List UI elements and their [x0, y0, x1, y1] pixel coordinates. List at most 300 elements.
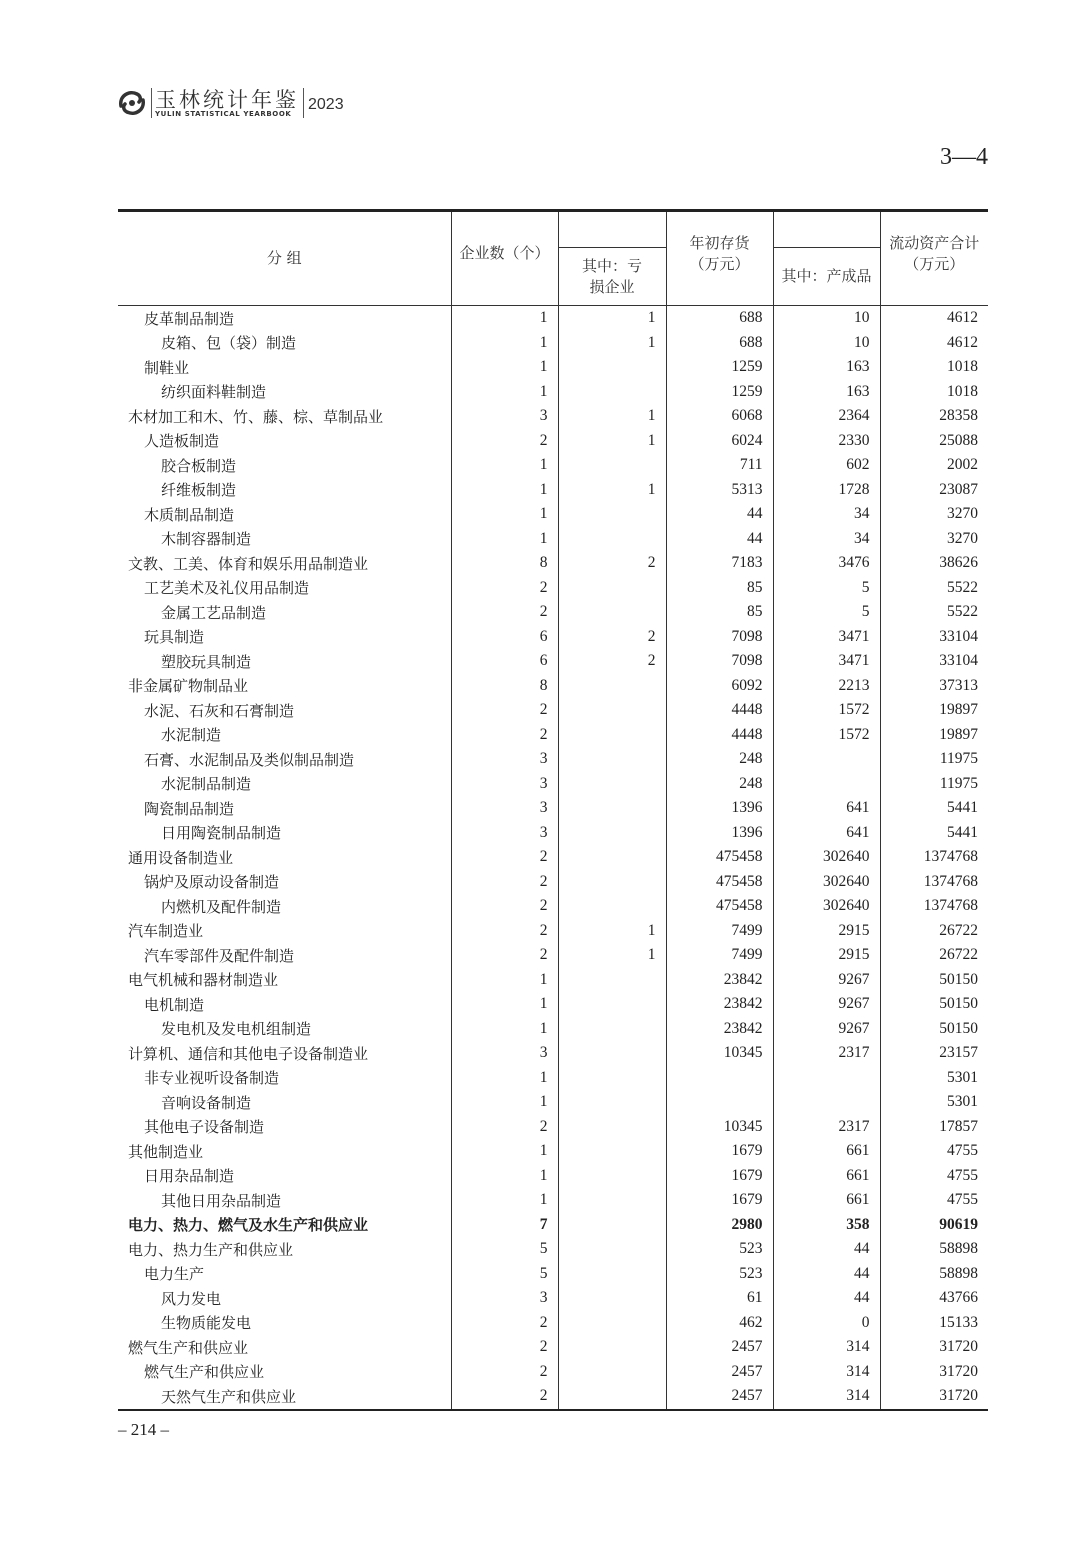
- table-row: [118, 723, 988, 748]
- inventory-value: 7098: [666, 649, 773, 674]
- finished-goods-value: 163: [773, 355, 880, 380]
- table-row: [118, 821, 988, 846]
- inventory-value: 475458: [666, 870, 773, 895]
- enterprise-count: 8: [451, 551, 558, 576]
- row-label: 皮革制品制造: [144, 309, 235, 328]
- finished-goods-value: 302640: [773, 894, 880, 919]
- inventory-value: 6068: [666, 404, 773, 429]
- finished-goods-value: 358: [773, 1213, 880, 1238]
- current-assets-value: 1374768: [880, 845, 988, 870]
- loss-count: [558, 747, 666, 772]
- enterprise-count: 3: [451, 1286, 558, 1311]
- enterprise-count: 2: [451, 1115, 558, 1140]
- loss-count: [558, 1237, 666, 1262]
- finished-goods-value: 9267: [773, 992, 880, 1017]
- row-label: 日用杂品制造: [144, 1167, 235, 1186]
- row-label: 天然气生产和供应业: [118, 1384, 451, 1410]
- table-row: [118, 845, 988, 870]
- row-label: 燃气生产和供应业: [128, 1338, 249, 1357]
- table-row: [118, 1041, 988, 1066]
- loss-count: [558, 1115, 666, 1140]
- current-assets-value: 11975: [880, 747, 988, 772]
- current-assets-value: 5441: [880, 796, 988, 821]
- loss-count: 2: [558, 551, 666, 576]
- inventory-value: 23842: [666, 1017, 773, 1042]
- finished-goods-value: 1572: [773, 698, 880, 723]
- loss-count: 1: [558, 919, 666, 944]
- loss-count: 1: [558, 404, 666, 429]
- inventory-value: [666, 1066, 773, 1091]
- current-assets-value: 5522: [880, 576, 988, 601]
- finished-goods-value: 10: [773, 331, 880, 356]
- finished-goods-value: 9267: [773, 968, 880, 993]
- enterprise-count: 2: [451, 919, 558, 944]
- table-row: [118, 1017, 988, 1042]
- row-label: 陶瓷制品制造: [144, 799, 235, 818]
- enterprise-count: 1: [451, 968, 558, 993]
- current-assets-value: 23157: [880, 1041, 988, 1066]
- enterprise-count: 5: [451, 1237, 558, 1262]
- enterprise-count: 1: [451, 992, 558, 1017]
- inventory-value: 10345: [666, 1115, 773, 1140]
- enterprise-count: 5: [451, 1262, 558, 1287]
- table-row: [118, 1066, 988, 1091]
- finished-goods-value: [773, 1090, 880, 1115]
- loss-count: [558, 1164, 666, 1189]
- table-row: [118, 551, 988, 576]
- inventory-value: [666, 1090, 773, 1115]
- row-label: 汽车零部件及配件制造: [144, 946, 295, 965]
- row-label: 胶合板制造: [161, 456, 237, 475]
- table-row: [118, 404, 988, 429]
- row-label: 其他日用杂品制造: [161, 1191, 282, 1210]
- enterprise-count: 1: [451, 453, 558, 478]
- row-label: 皮箱、包（袋）制造: [161, 334, 297, 353]
- enterprise-count: 2: [451, 1360, 558, 1385]
- finished-goods-value: 314: [773, 1384, 880, 1410]
- enterprise-count: 2: [451, 1311, 558, 1336]
- table-row: [118, 453, 988, 478]
- loss-count: [558, 502, 666, 527]
- inventory-value: 7098: [666, 625, 773, 650]
- loss-count: [558, 453, 666, 478]
- finished-goods-value: 44: [773, 1262, 880, 1287]
- finished-goods-value: 5: [773, 576, 880, 601]
- inventory-value: 1679: [666, 1188, 773, 1213]
- current-assets-value: 31720: [880, 1360, 988, 1385]
- loss-count: [558, 1066, 666, 1091]
- inventory-value: 1679: [666, 1139, 773, 1164]
- finished-goods-value: 3471: [773, 625, 880, 650]
- inventory-value: 248: [666, 747, 773, 772]
- enterprise-count: 2: [451, 943, 558, 968]
- table-row: [118, 1139, 988, 1164]
- finished-goods-value: 2364: [773, 404, 880, 429]
- row-label: 纤维板制造: [161, 481, 237, 500]
- row-label: 金属工艺品制造: [161, 603, 267, 622]
- loss-count: [558, 845, 666, 870]
- enterprise-count: 3: [451, 796, 558, 821]
- current-assets-value: 4612: [880, 331, 988, 356]
- row-label: 电力、热力、燃气及水生产和供应业: [128, 1216, 369, 1235]
- column-header-inventory: 年初存货（万元）: [666, 211, 773, 306]
- inventory-value: 248: [666, 772, 773, 797]
- inventory-value: 6024: [666, 429, 773, 454]
- finished-goods-value: 163: [773, 380, 880, 405]
- row-label: 非金属矿物制品业: [128, 677, 249, 696]
- loss-count: [558, 355, 666, 380]
- finished-goods-value: 314: [773, 1335, 880, 1360]
- finished-goods-value: [773, 772, 880, 797]
- current-assets-value: 1018: [880, 380, 988, 405]
- table-row: [118, 992, 988, 1017]
- table-row: [118, 1286, 988, 1311]
- enterprise-count: 7: [451, 1213, 558, 1238]
- inventory-value: 462: [666, 1311, 773, 1336]
- finished-goods-value: 2317: [773, 1041, 880, 1066]
- enterprise-count: 3: [451, 821, 558, 846]
- inventory-value: 44: [666, 502, 773, 527]
- enterprise-count: 1: [451, 1066, 558, 1091]
- inventory-value: 475458: [666, 845, 773, 870]
- table-row: [118, 1188, 988, 1213]
- row-label: 石膏、水泥制品及类似制品制造: [144, 750, 355, 769]
- table-row: [118, 1164, 988, 1189]
- current-assets-value: 50150: [880, 968, 988, 993]
- table-row: [118, 674, 988, 699]
- enterprise-count: 1: [451, 1188, 558, 1213]
- inventory-value: 4448: [666, 723, 773, 748]
- enterprise-count: 1: [451, 1139, 558, 1164]
- loss-count: [558, 1213, 666, 1238]
- current-assets-value: 1018: [880, 355, 988, 380]
- table-row: [118, 1115, 988, 1140]
- enterprise-count: 1: [451, 527, 558, 552]
- page-number: – 214 –: [118, 1420, 169, 1439]
- table-row: [118, 894, 988, 919]
- row-label: 水泥制品制造: [161, 775, 252, 794]
- table-row: [118, 576, 988, 601]
- row-label: 计算机、通信和其他电子设备制造业: [128, 1044, 369, 1063]
- finished-goods-value: 661: [773, 1188, 880, 1213]
- enterprise-count: 1: [451, 1164, 558, 1189]
- finished-goods-value: 302640: [773, 845, 880, 870]
- row-label: 木材加工和木、竹、藤、棕、草制品业: [128, 407, 384, 426]
- current-assets-value: 5522: [880, 600, 988, 625]
- loss-count: 2: [558, 649, 666, 674]
- row-label: 燃气生产和供应业: [144, 1363, 265, 1382]
- loss-count: 1: [558, 331, 666, 356]
- enterprise-count: 8: [451, 674, 558, 699]
- row-label: 电力、热力生产和供应业: [128, 1240, 294, 1259]
- inventory-value: 711: [666, 453, 773, 478]
- loss-count: [558, 674, 666, 699]
- current-assets-value: 19897: [880, 698, 988, 723]
- enterprise-count: 2: [451, 1384, 558, 1410]
- yearbook-logo-icon: [115, 86, 149, 120]
- row-label: 汽车制造业: [128, 922, 204, 941]
- inventory-value: 4448: [666, 698, 773, 723]
- loss-count: [558, 527, 666, 552]
- loss-count: [558, 723, 666, 748]
- finished-goods-value: 602: [773, 453, 880, 478]
- finished-goods-value: 44: [773, 1286, 880, 1311]
- inventory-value: 10345: [666, 1041, 773, 1066]
- current-assets-value: 3270: [880, 502, 988, 527]
- enterprise-count: 2: [451, 894, 558, 919]
- enterprise-count: 1: [451, 502, 558, 527]
- loss-count: [558, 992, 666, 1017]
- inventory-value: 44: [666, 527, 773, 552]
- enterprise-count: 6: [451, 649, 558, 674]
- table-row: [118, 306, 988, 331]
- current-assets-value: 1374768: [880, 870, 988, 895]
- statistics-table: [118, 209, 988, 1411]
- table-row: [118, 649, 988, 674]
- enterprise-count: 3: [451, 772, 558, 797]
- table-row: [118, 600, 988, 625]
- row-label: 日用陶瓷制品制造: [161, 824, 282, 843]
- current-assets-value: 28358: [880, 404, 988, 429]
- table-row: [118, 625, 988, 650]
- current-assets-value: 33104: [880, 649, 988, 674]
- current-assets-value: 4755: [880, 1164, 988, 1189]
- inventory-value: 475458: [666, 894, 773, 919]
- loss-count: [558, 796, 666, 821]
- row-label: 非专业视听设备制造: [144, 1069, 280, 1088]
- row-label: 木质制品制造: [144, 505, 235, 524]
- finished-goods-value: 2317: [773, 1115, 880, 1140]
- loss-count: [558, 1262, 666, 1287]
- current-assets-value: 3270: [880, 527, 988, 552]
- current-assets-value: 38626: [880, 551, 988, 576]
- current-assets-value: 15133: [880, 1311, 988, 1336]
- enterprise-count: 1: [451, 478, 558, 503]
- enterprise-count: 2: [451, 600, 558, 625]
- column-header-group: 分 组: [118, 211, 451, 306]
- table-row: [118, 1213, 988, 1238]
- row-label: 内燃机及配件制造: [161, 897, 282, 916]
- loss-count: [558, 894, 666, 919]
- current-assets-value: 2002: [880, 453, 988, 478]
- loss-count: [558, 698, 666, 723]
- row-label: 水泥制造: [161, 726, 222, 745]
- current-assets-value: 26722: [880, 943, 988, 968]
- enterprise-count: 1: [451, 306, 558, 331]
- inventory-value: 61: [666, 1286, 773, 1311]
- loss-count: 1: [558, 429, 666, 454]
- loss-count: [558, 1188, 666, 1213]
- inventory-value: 2457: [666, 1335, 773, 1360]
- row-label: 发电机及发电机组制造: [161, 1020, 312, 1039]
- finished-goods-value: 34: [773, 502, 880, 527]
- current-assets-value: 11975: [880, 772, 988, 797]
- current-assets-value: 26722: [880, 919, 988, 944]
- inventory-value: 1396: [666, 796, 773, 821]
- finished-goods-value: [773, 747, 880, 772]
- inventory-value: 1679: [666, 1164, 773, 1189]
- enterprise-count: 1: [451, 1090, 558, 1115]
- table-row: [118, 429, 988, 454]
- finished-goods-value: 2915: [773, 943, 880, 968]
- inventory-value: 85: [666, 576, 773, 601]
- column-header-current-assets: 流动资产合计（万元）: [880, 211, 988, 306]
- finished-goods-value: 1728: [773, 478, 880, 503]
- row-label: 文教、工美、体育和娱乐用品制造业: [128, 554, 369, 573]
- loss-count: [558, 1090, 666, 1115]
- enterprise-count: 2: [451, 576, 558, 601]
- header-divider: [303, 88, 304, 118]
- row-label: 电气机械和器材制造业: [128, 971, 279, 990]
- inventory-value: 5313: [666, 478, 773, 503]
- enterprise-count: 2: [451, 429, 558, 454]
- loss-count: [558, 1311, 666, 1336]
- current-assets-value: 17857: [880, 1115, 988, 1140]
- loss-count: [558, 1335, 666, 1360]
- table-row: [118, 331, 988, 356]
- table-row: [118, 355, 988, 380]
- inventory-value: 2457: [666, 1360, 773, 1385]
- loss-count: [558, 1286, 666, 1311]
- inventory-value: 6092: [666, 674, 773, 699]
- table-row: [118, 502, 988, 527]
- table-row: [118, 772, 988, 797]
- finished-goods-value: 9267: [773, 1017, 880, 1042]
- row-label: 其他电子设备制造: [144, 1118, 265, 1137]
- inventory-value: 7183: [666, 551, 773, 576]
- enterprise-count: 2: [451, 1335, 558, 1360]
- inventory-value: 23842: [666, 968, 773, 993]
- row-label: 木制容器制造: [161, 530, 252, 549]
- loss-count: [558, 1139, 666, 1164]
- table-row: [118, 943, 988, 968]
- current-assets-value: 50150: [880, 1017, 988, 1042]
- loss-count: [558, 1360, 666, 1385]
- enterprise-count: 6: [451, 625, 558, 650]
- table-row: [118, 1335, 988, 1360]
- table-row: [118, 1360, 988, 1385]
- header-divider: [151, 88, 152, 118]
- row-label: 工艺美术及礼仪用品制造: [144, 579, 310, 598]
- inventory-value: 688: [666, 306, 773, 331]
- loss-count: [558, 968, 666, 993]
- current-assets-value: 90619: [880, 1213, 988, 1238]
- enterprise-count: 3: [451, 747, 558, 772]
- current-assets-value: 31720: [880, 1335, 988, 1360]
- table-row: [118, 1311, 988, 1336]
- finished-goods-value: 641: [773, 821, 880, 846]
- table-body: [118, 306, 988, 1410]
- table-row: [118, 968, 988, 993]
- table-row: [118, 478, 988, 503]
- enterprise-count: 2: [451, 870, 558, 895]
- table-row: [118, 919, 988, 944]
- table-row: [118, 747, 988, 772]
- inventory-value: 523: [666, 1237, 773, 1262]
- table-row: [118, 1262, 988, 1287]
- row-label: 风力发电: [161, 1289, 222, 1308]
- current-assets-value: 19897: [880, 723, 988, 748]
- row-label: 纺织面料鞋制造: [161, 383, 267, 402]
- loss-count: [558, 772, 666, 797]
- inventory-value: 523: [666, 1262, 773, 1287]
- row-label: 制鞋业: [144, 358, 190, 377]
- row-label: 玩具制造: [144, 628, 205, 647]
- enterprise-count: 1: [451, 1017, 558, 1042]
- finished-goods-value: 3471: [773, 649, 880, 674]
- finished-goods-value: 2330: [773, 429, 880, 454]
- current-assets-value: 4612: [880, 306, 988, 331]
- loss-count: 2: [558, 625, 666, 650]
- row-label: 音响设备制造: [161, 1093, 252, 1112]
- enterprise-count: 1: [451, 355, 558, 380]
- enterprise-count: 1: [451, 380, 558, 405]
- enterprise-count: 2: [451, 698, 558, 723]
- finished-goods-value: 1572: [773, 723, 880, 748]
- inventory-value: 23842: [666, 992, 773, 1017]
- inventory-value: 2980: [666, 1213, 773, 1238]
- column-header-enterprises: 企业数（个）: [451, 211, 558, 306]
- enterprise-count: 3: [451, 1041, 558, 1066]
- loss-count: [558, 380, 666, 405]
- current-assets-value: 58898: [880, 1262, 988, 1287]
- row-label: 通用设备制造业: [128, 848, 234, 867]
- finished-goods-value: 2915: [773, 919, 880, 944]
- yearbook-title-en: YULIN STATISTICAL YEARBOOK: [155, 110, 292, 118]
- enterprise-count: 1: [451, 331, 558, 356]
- inventory-value: 7499: [666, 919, 773, 944]
- finished-goods-value: 34: [773, 527, 880, 552]
- current-assets-value: 5441: [880, 821, 988, 846]
- finished-goods-value: 3476: [773, 551, 880, 576]
- current-assets-value: 1374768: [880, 894, 988, 919]
- enterprise-count: 2: [451, 845, 558, 870]
- finished-goods-value: [773, 1066, 880, 1091]
- row-label: 锅炉及原动设备制造: [144, 873, 280, 892]
- yearbook-title: 玉林统计年鉴: [155, 88, 299, 112]
- current-assets-value: 25088: [880, 429, 988, 454]
- loss-count: 1: [558, 478, 666, 503]
- current-assets-value: 5301: [880, 1090, 988, 1115]
- inventory-value: 2457: [666, 1384, 773, 1410]
- row-label: 其他制造业: [128, 1142, 204, 1161]
- inventory-value: 7499: [666, 943, 773, 968]
- loss-count: [558, 600, 666, 625]
- loss-count: [558, 1384, 666, 1410]
- inventory-value: 1396: [666, 821, 773, 846]
- loss-count: [558, 821, 666, 846]
- enterprise-count: 2: [451, 723, 558, 748]
- finished-goods-value: 641: [773, 796, 880, 821]
- inventory-value: 1259: [666, 380, 773, 405]
- current-assets-value: 23087: [880, 478, 988, 503]
- finished-goods-value: 661: [773, 1139, 880, 1164]
- column-header-spacer: [558, 211, 666, 248]
- table-row: [118, 698, 988, 723]
- table-row: [118, 870, 988, 895]
- finished-goods-value: 10: [773, 306, 880, 331]
- table-row: [118, 1090, 988, 1115]
- row-label: 人造板制造: [144, 432, 220, 451]
- current-assets-value: 4755: [880, 1139, 988, 1164]
- row-label: 生物质能发电: [161, 1314, 252, 1333]
- row-label: 塑胶玩具制造: [161, 652, 252, 671]
- current-assets-value: 31720: [880, 1384, 988, 1410]
- current-assets-value: 5301: [880, 1066, 988, 1091]
- current-assets-value: 50150: [880, 992, 988, 1017]
- finished-goods-value: 5: [773, 600, 880, 625]
- column-header-finished-goods: 其中：产成品: [773, 248, 880, 306]
